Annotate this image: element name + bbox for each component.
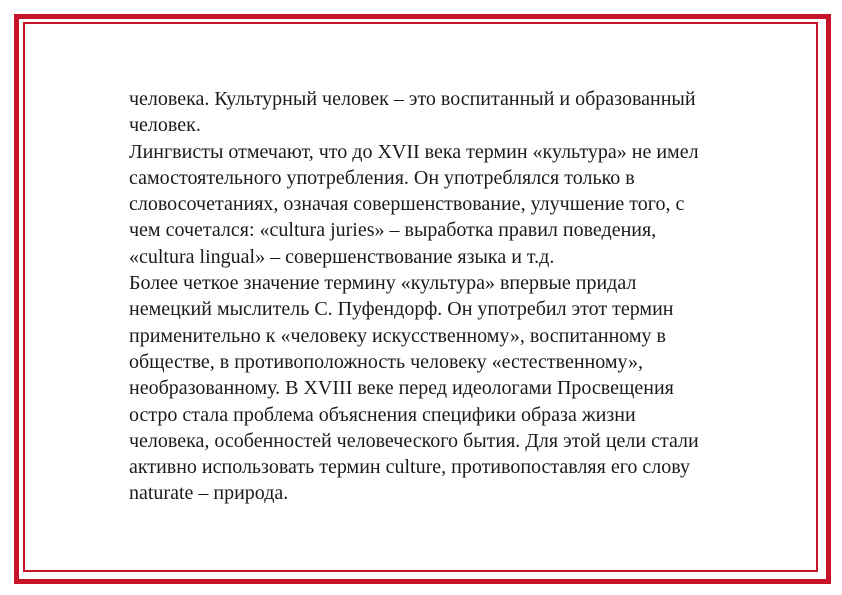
text-line: словосочетаниях, означая совершенствование, улучшение того, с: [129, 193, 685, 216]
text-line: чем сочетался: «cultura juries» – выработка правил поведения,: [129, 219, 657, 242]
text-line: самостоятельного употребления. Он употреблялся только в: [129, 166, 635, 189]
text-line: человека, особенностей человеческого бытия. Для этой цели стали: [129, 429, 699, 452]
text-line: немецкий мыслитель С. Пуфендорф. Он употребил этот термин: [129, 298, 674, 321]
body-text: [129, 86, 769, 507]
text-line: обществе, в противоположность человеку «естественному»,: [129, 350, 644, 373]
text-line: необразованному. В XVIII веке перед идеологами Просвещения: [129, 377, 674, 400]
text-line: человека. Культурный человек – это воспитанный и образованный: [129, 88, 696, 110]
text-line: применительно к «человеку искусственному», воспитанному в: [129, 324, 667, 347]
text-line: человек.: [129, 114, 201, 137]
text-line: Лингвисты отмечают, что до XVII века термин «культура» не имел: [129, 140, 699, 163]
text-line: «cultura lingual» – совершенствование языка и т.д.: [129, 245, 555, 268]
text-line: naturate – природа.: [129, 482, 289, 505]
text-line: активно использовать термин culture, противопоставляя его слову: [129, 456, 691, 479]
text-line: Более четкое значение термину «культура» впервые придал: [129, 272, 637, 295]
text-line: остро стала проблема объяснения специфики образа жизни: [129, 403, 636, 426]
